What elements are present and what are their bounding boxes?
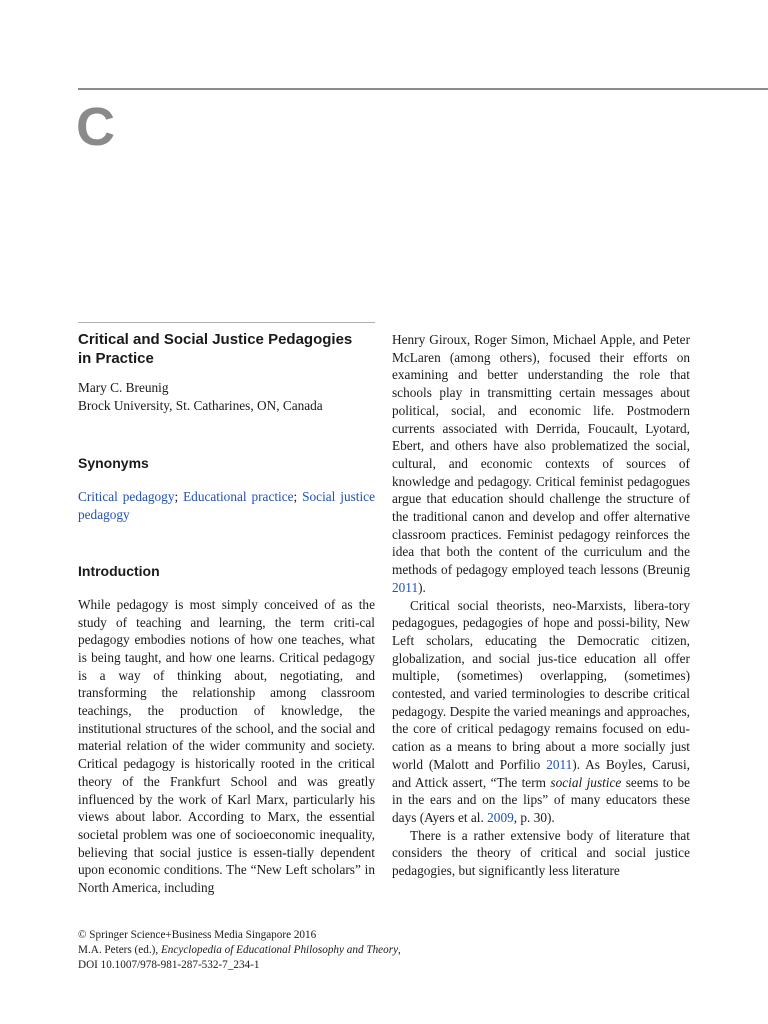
body-paragraph <box>392 597 690 827</box>
article-title <box>78 330 375 368</box>
synonym-link[interactable]: Social justice pedagogy <box>78 489 375 523</box>
doi-line: DOI 10.1007/978-981-287-532-7_234-1 <box>78 959 260 971</box>
introduction-heading: Introduction <box>78 562 160 579</box>
citation-line <box>78 943 638 958</box>
right-column <box>392 331 690 880</box>
citation-suffix: , <box>398 944 401 956</box>
citation-year-link[interactable]: 2011 <box>392 579 419 595</box>
synonym-separator: ; <box>293 489 303 505</box>
author-name: Mary C. Breunig <box>78 380 169 395</box>
body-text-run: Henry Giroux, Roger Simon, Michael Apple, and Peter McLaren (among others), focused their efforts on examining and better understanding the role that schools play in transmitting certain messages about political, social, and economic life. Postmodern currents associated with Derrida, Foucault, Lyotard, Ebert, and others have also problematized the social, cultural, and economic contexts of sources of knowledge and pedagogy. Critical feminist pedagogues argue that education should challenge the structure of the traditional canon and develop and offer alternative classroom practices. Feminist pedagogy reinforces the idea that both the content of the curriculum and the methods of pedagogy employed teach lessons (Breunig <box>392 332 690 578</box>
section-letter: C <box>76 97 115 157</box>
footer <box>78 928 638 973</box>
synonym-link[interactable]: Educational practice <box>183 489 294 505</box>
body-paragraph <box>392 331 690 597</box>
body-text-run: , p. 30). <box>513 809 555 825</box>
body-text-run: ). As Boyles, Carusi, and Attick assert, “The term <box>392 756 690 790</box>
left-column <box>78 322 375 897</box>
citation-year-link[interactable]: 2011 <box>546 756 573 772</box>
body-text-run: ). <box>418 579 426 595</box>
synonyms-list <box>78 488 375 523</box>
author-affiliation: Brock University, St. Catharines, ON, Canada <box>78 397 323 413</box>
citation-year-link[interactable]: 2009 <box>487 809 514 825</box>
citation-prefix: M.A. Peters (ed.), <box>78 944 161 956</box>
introduction-paragraph: While pedagogy is most simply conceived of as the study of teaching and learning, the term criti-cal pedagogy embodies notions of how one teaches, what is being taught, and how one learns. Critical pedagogy is a way of thinking about, negotiating, and transforming the relationship among classroom teachings, the production of knowledge, the institutional structures of the school, and the social and material relation of the wider community and society. Critical pedagogy is historically rooted in the critical theory of the Frankfurt School and was greatly influenced by the work of Karl Marx, particularly his views about labor. According to Marx, the essential societal problem was one of socioeconomic inequality, believing that social justice is essen-tially dependent upon economic conditions. The “New Left scholars” in North America, including <box>78 596 375 896</box>
title-rule <box>78 322 375 323</box>
synonym-separator: ; <box>174 489 184 505</box>
body-text-run: Critical social theorists, neo-Marxists, libera-tory pedagogues, pedagogies of hope and possi-bility, New Left scholars, educating the Democratic citizen, globalization, and social jus-tice education all offer multiple, (sometimes) overlapping, (sometimes) contested, and varied terminologies to describe critical pedagogy. Despite the varied meanings and approaches, the core of critical pedagogy remains focused on edu-cation as a means to bring about a more socially just world (Malott and Porfilio <box>392 597 690 772</box>
top-rule <box>78 88 768 90</box>
author-block <box>78 379 375 414</box>
copyright-line: © Springer Science+Business Media Singapore 2016 <box>78 929 317 941</box>
emphasis-text: social justice <box>550 774 622 790</box>
citation-book-title: Encyclopedia of Educational Philosophy and Theory <box>160 944 399 956</box>
synonym-link[interactable]: Critical pedagogy <box>78 489 175 505</box>
article-title-line1: Critical and Social Justice Pedagogies <box>78 331 353 348</box>
body-paragraph: There is a rather extensive body of literature that considers the theory of critical and social justice pedagogies, but significantly less literature <box>392 827 690 879</box>
body-text-run: seems to be in the ears and on the lips” of many educators these days (Ayers et al. <box>392 774 690 825</box>
article-title-line2: in Practice <box>78 350 154 367</box>
synonyms-heading: Synonyms <box>78 455 149 472</box>
